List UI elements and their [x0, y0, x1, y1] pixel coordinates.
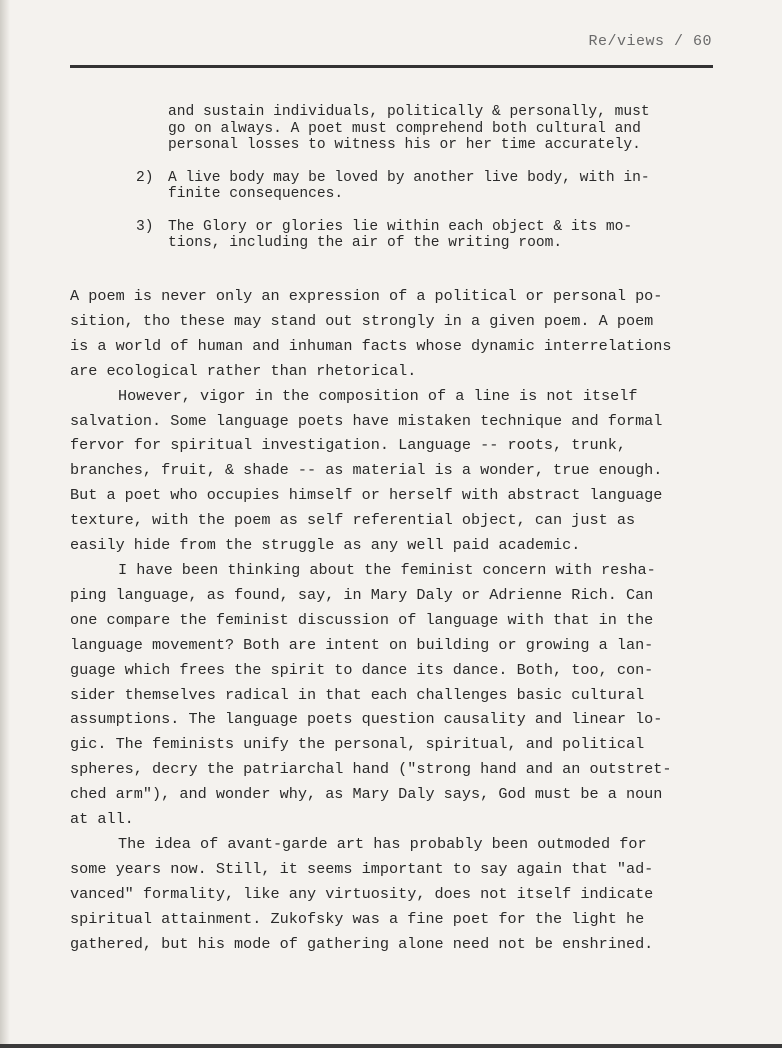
- paragraph-1: A poem is never only an expression of a political or personal po- sition, tho these may stand out strongly in a given poem. A poem is a world of human and inhuman facts whose dynamic interrelations are ecological rather than rhetorical.: [70, 287, 672, 380]
- list-item: [136, 219, 716, 252]
- list-item-number: 2): [136, 169, 154, 186]
- list-item: [136, 170, 716, 203]
- list-item-continuation: and sustain individuals, politically & personally, must go on always. A poet must comprehend both cultural and personal losses to witness his or her time accurately.: [168, 104, 650, 153]
- numbered-list: [136, 104, 716, 268]
- paragraph-2: However, vigor in the composition of a line is not itself salvation. Some language poets have mistaken technique and formal fervor for spiritual investigation. Language -- roots, trunk, branches, fruit, & shade -- as material is a wonder, true enough. But a poet who occupies himself or herself with abstract language texture, with the poem as self referential object, can just as easily hide from the struggle as any well paid academic.: [70, 386, 663, 555]
- list-item-text: The Glory or glories lie within each object & its mo- tions, including the air of the writing room.: [168, 218, 633, 251]
- list-item-text: A live body may be loved by another live body, with in- finite consequences.: [168, 169, 650, 202]
- paragraph-3: I have been thinking about the feminist concern with resha- ping language, as found, say, in Mary Daly or Adrienne Rich. Can one compare the feminist discussion of language with that in the language movement? Both are intent on building or growing a lan- guage which frees the spirit to dance its dance. Both, too, con- sider themselves radical in that each challenges basic cultural assumptions. The language poets question causality and linear lo- gic. The feminists unify the personal, spiritual, and political spheres, decry the patriarchal hand ("strong hand and an outstret- ched arm"), and wonder why, as Mary Daly says, God must be a noun at all.: [70, 560, 672, 829]
- page-bottom-edge: [0, 1044, 782, 1048]
- list-item-number: 3): [136, 218, 154, 235]
- header-rule: [70, 65, 713, 68]
- page-binding-shadow: [0, 0, 10, 1048]
- paragraph-4: The idea of avant-garde art has probably been outmoded for some years now. Still, it seems important to say again that "ad- vanced" formality, like any virtuosity, does not itself indicate spiritual attainment. Zukofsky was a fine poet for the light he gathered, but his mode of gathering alone need not be enshrined.: [70, 834, 654, 953]
- body-text: [70, 284, 730, 956]
- running-head: Re/views / 60: [588, 33, 712, 50]
